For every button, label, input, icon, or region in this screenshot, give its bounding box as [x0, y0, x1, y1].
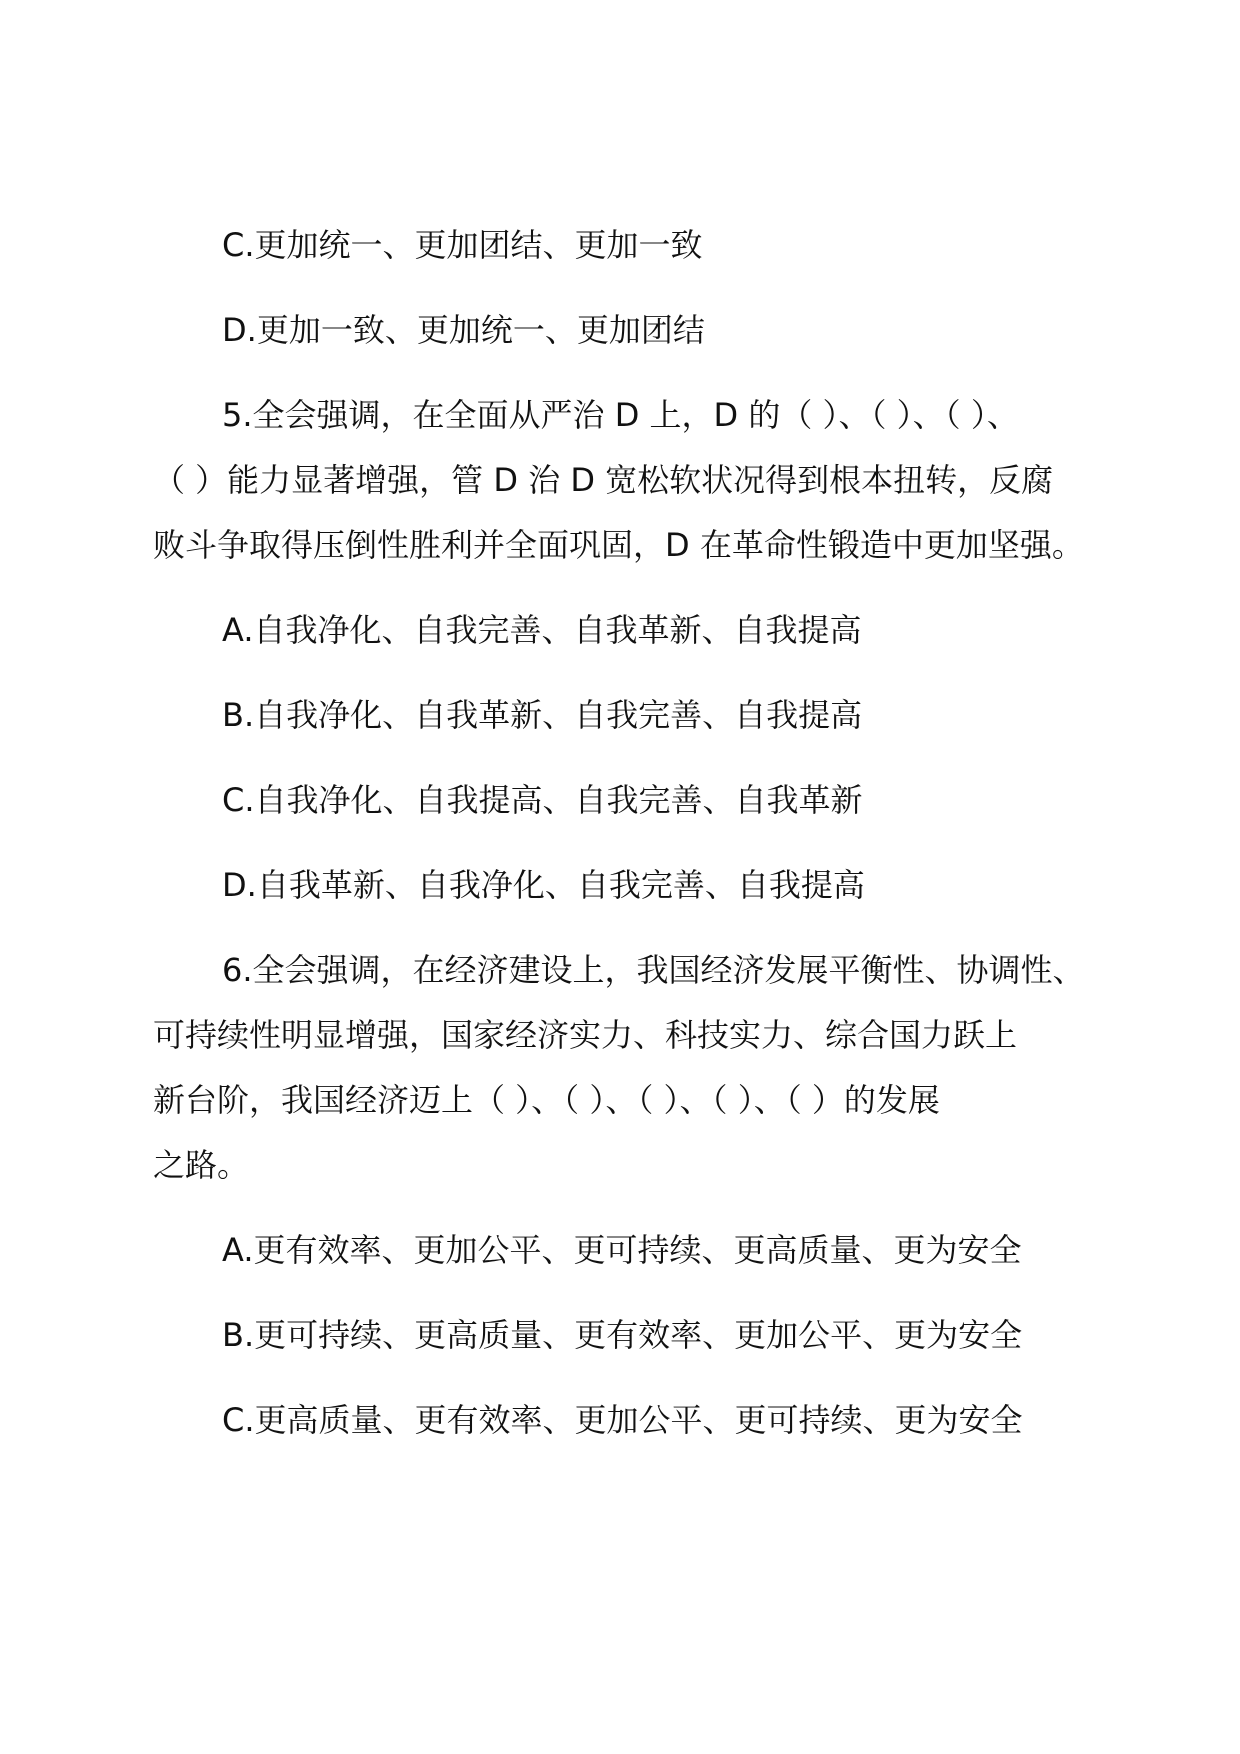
q4-option-d: D.更加一致、更加统一、更加团结: [222, 311, 705, 349]
q6-option-c: C.更高质量、更有效率、更加公平、更可持续、更为安全: [222, 1401, 1023, 1439]
q4-option-c: C.更加统一、更加团结、更加一致: [222, 226, 703, 264]
q5-question-line-1: 5.全会强调，在全面从严治 D 上，D 的（ ）、（ ）、（ ）、: [222, 396, 1019, 434]
q6-option-b: B.更可持续、更高质量、更有效率、更加公平、更为安全: [222, 1316, 1023, 1354]
q5-question-line-2: （ ）能力显著增强，管 D 治 D 宽松软状况得到根本扭转，反腐: [153, 461, 1054, 499]
q6-option-a: A.更有效率、更加公平、更可持续、更高质量、更为安全: [222, 1231, 1022, 1269]
q6-question-line-1: 6.全会强调，在经济建设上，我国经济发展平衡性、协调性、: [222, 951, 1085, 989]
q6-question-line-4: 之路。: [153, 1146, 250, 1184]
q5-option-b: B.自我净化、自我革新、自我完善、自我提高: [222, 696, 863, 734]
q6-question-line-3: 新台阶，我国经济迈上（ ）、（ ）、（ ）、（ ）、（ ）的发展: [153, 1081, 940, 1119]
q5-option-c: C.自我净化、自我提高、自我完善、自我革新: [222, 781, 863, 819]
q5-option-d: D.自我革新、自我净化、自我完善、自我提高: [222, 866, 865, 904]
q5-option-a: A.自我净化、自我完善、自我革新、自我提高: [222, 611, 862, 649]
q6-question-line-2: 可持续性明显增强，国家经济实力、科技实力、综合国力跃上: [153, 1016, 1018, 1054]
q5-question-line-3: 败斗争取得压倒性胜利并全面巩固，D 在革命性锻造中更加坚强。: [153, 526, 1084, 564]
